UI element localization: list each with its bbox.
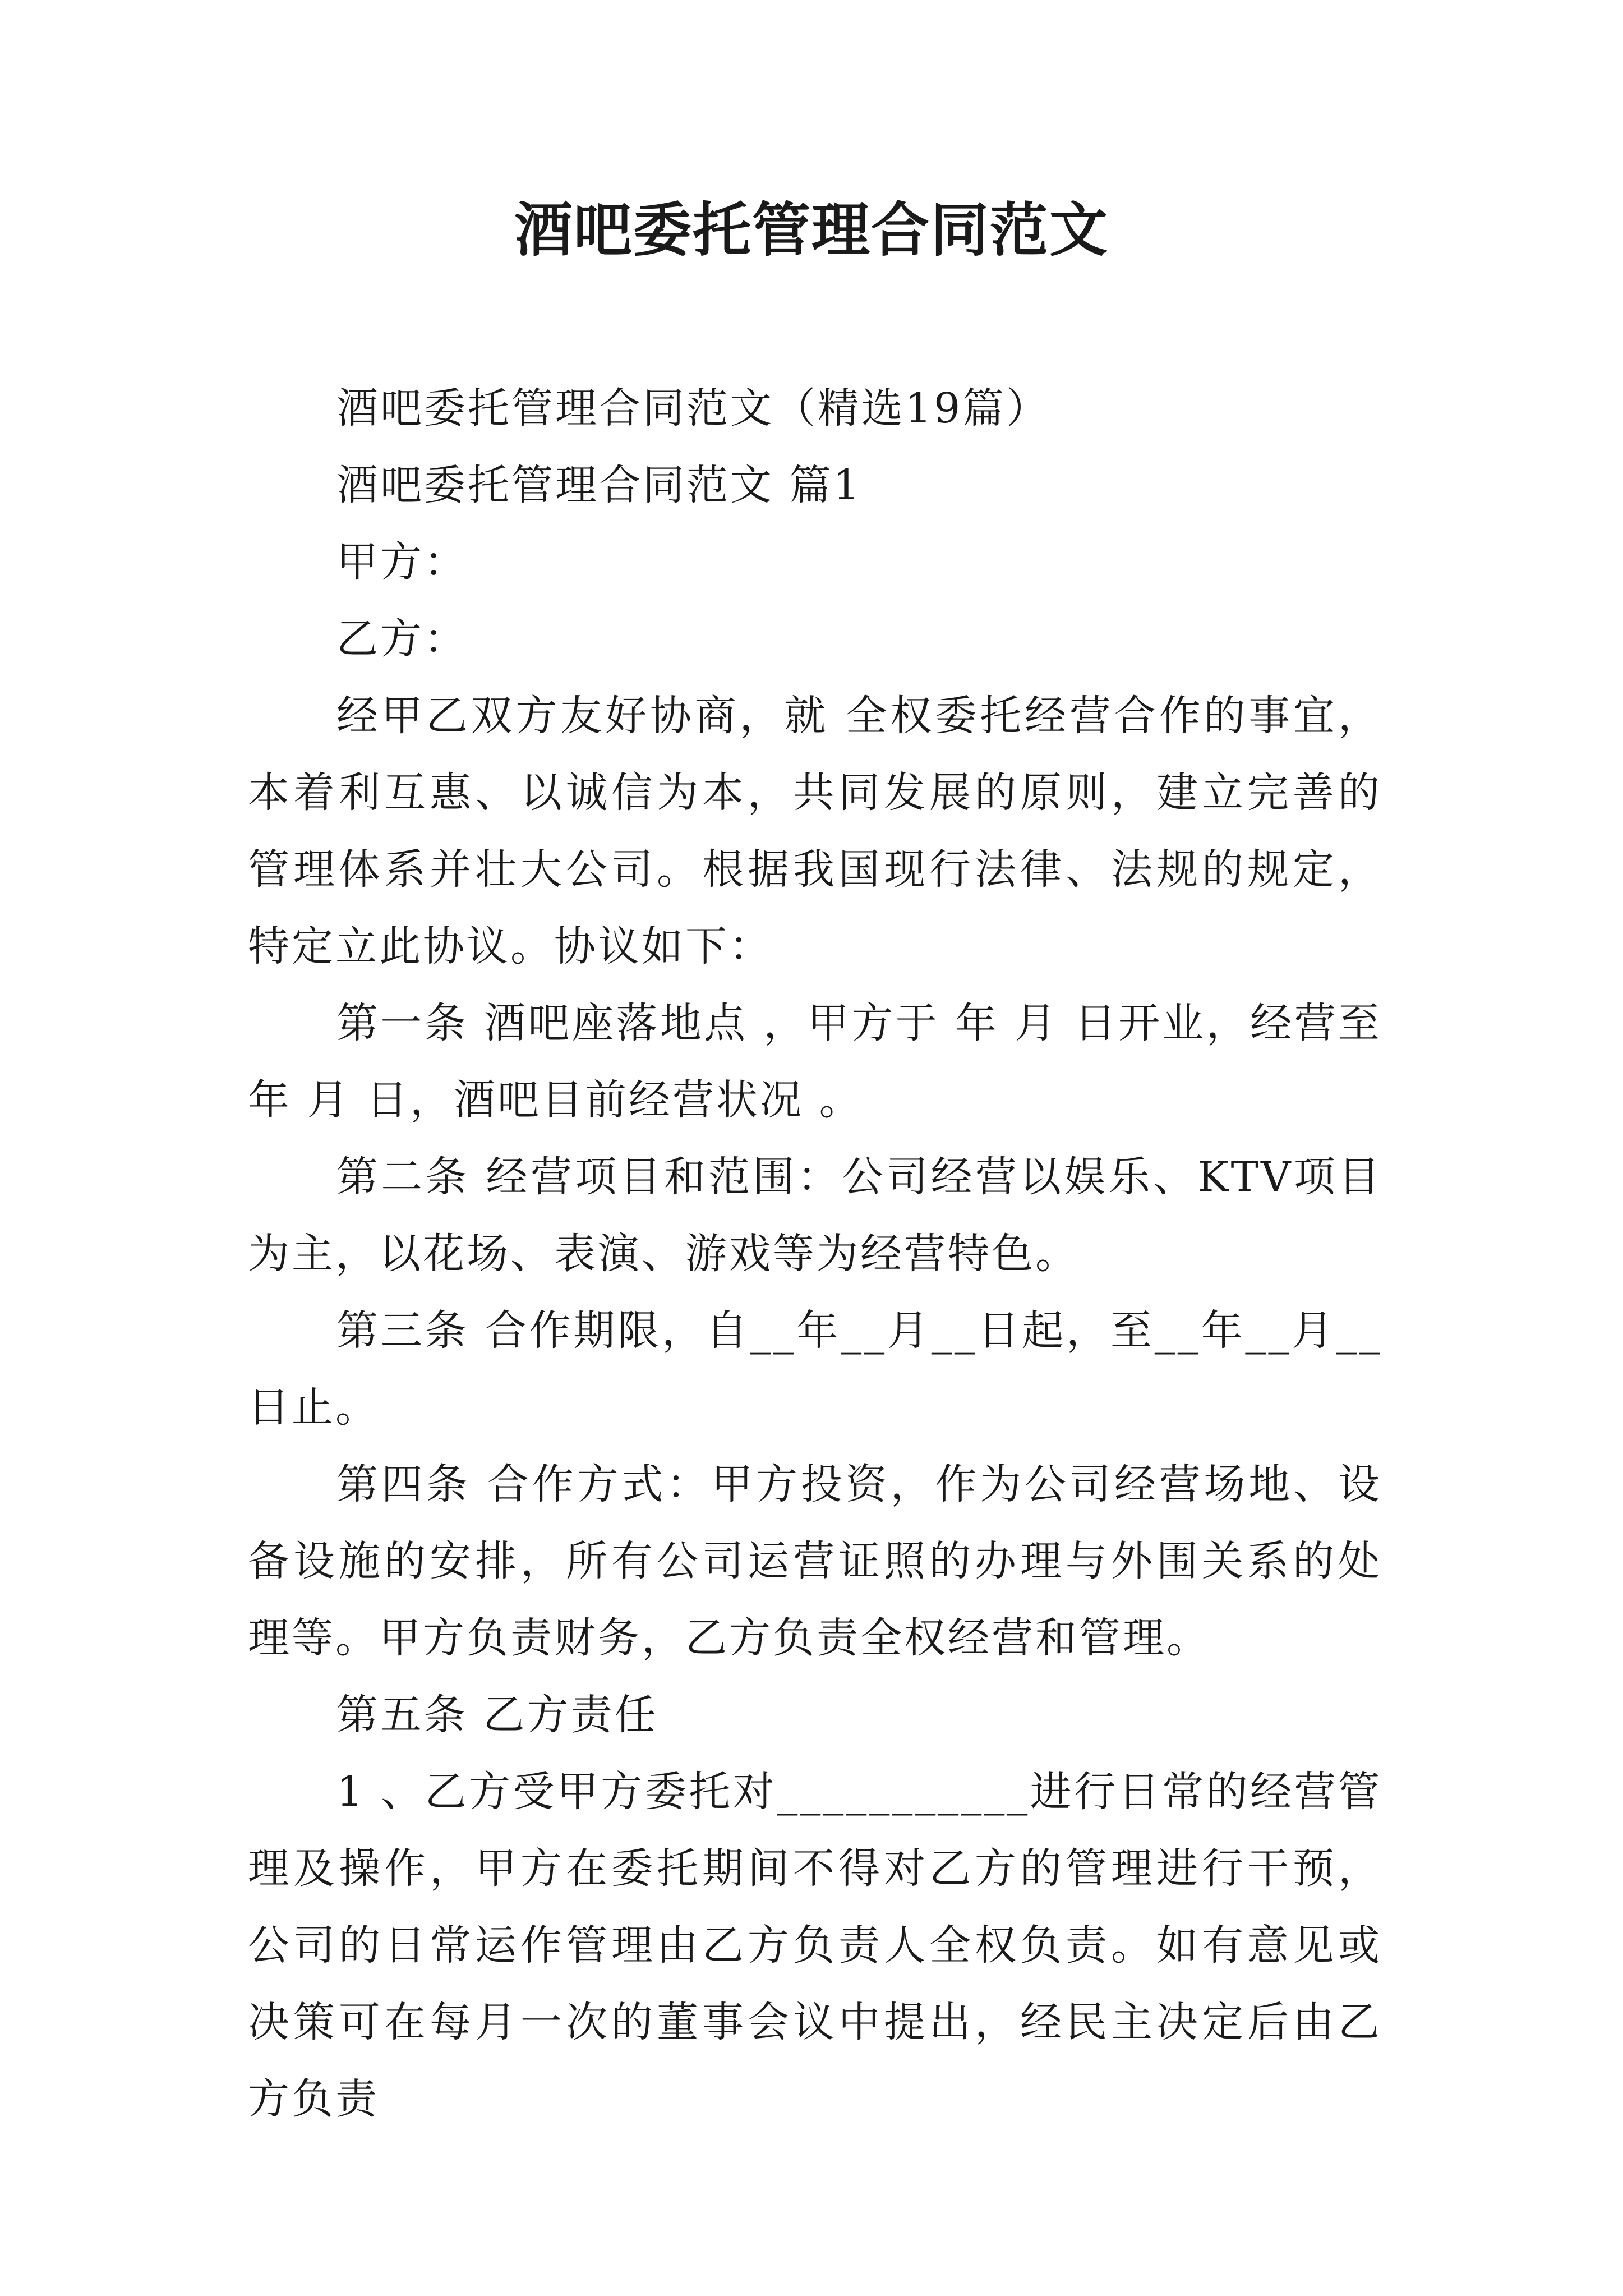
paragraph-preamble: 经甲乙双方友好协商，就 全权委托经营合作的事宜，本着利互惠、以诚信为本，共同发展的原则，建立完善的管理体系并壮大公司。根据我国现行法律、法规的规定，特定立此协议。协议如下： <box>248 692 1382 970</box>
paragraph-clause-5-item-1: 1 、乙方受甲方委托对___________进行日常的经营管理及操作，甲方在委托期间不得对乙方的管理进行干预，公司的日常运作管理由乙方负责人全权负责。如有意见或决策可在每月一次的董事会议中提出，经民主决定后由乙方负责 <box>248 1768 1382 2123</box>
paragraph-clause-4: 第四条 合作方式：甲方投资，作为公司经营场地、设备设施的安排，所有公司运营证照的办理与外围关系的处理等。甲方负责财务，乙方负责全权经营和管理。 <box>248 1460 1382 1662</box>
paragraph-party-b: 乙方： <box>336 615 468 663</box>
paragraph-collection-heading: 酒吧委托管理合同范文（精选19篇） <box>336 384 1050 432</box>
paragraph-article-heading: 酒吧委托管理合同范文 篇1 <box>336 461 862 509</box>
paragraph-clause-5: 第五条 乙方责任 <box>336 1691 658 1739</box>
paragraph-clause-1: 第一条 酒吧座落地点 ，甲方于 年 月 日开业，经营至 年 月 日，酒吧目前经营状况 。 <box>248 999 1382 1124</box>
paragraph-clause-2: 第二条 经营项目和范围：公司经营以娱乐、KTV项目为主，以花场、表演、游戏等为经营特色。 <box>248 1153 1382 1278</box>
document-title: 酒吧委托管理合同范文 <box>514 195 1109 264</box>
document-body <box>248 370 1382 2138</box>
paragraph-clause-3: 第三条 合作期限，自__年__月__日起，至__年__月__日止。 <box>248 1306 1382 1432</box>
paragraph-party-a: 甲方： <box>336 538 468 586</box>
